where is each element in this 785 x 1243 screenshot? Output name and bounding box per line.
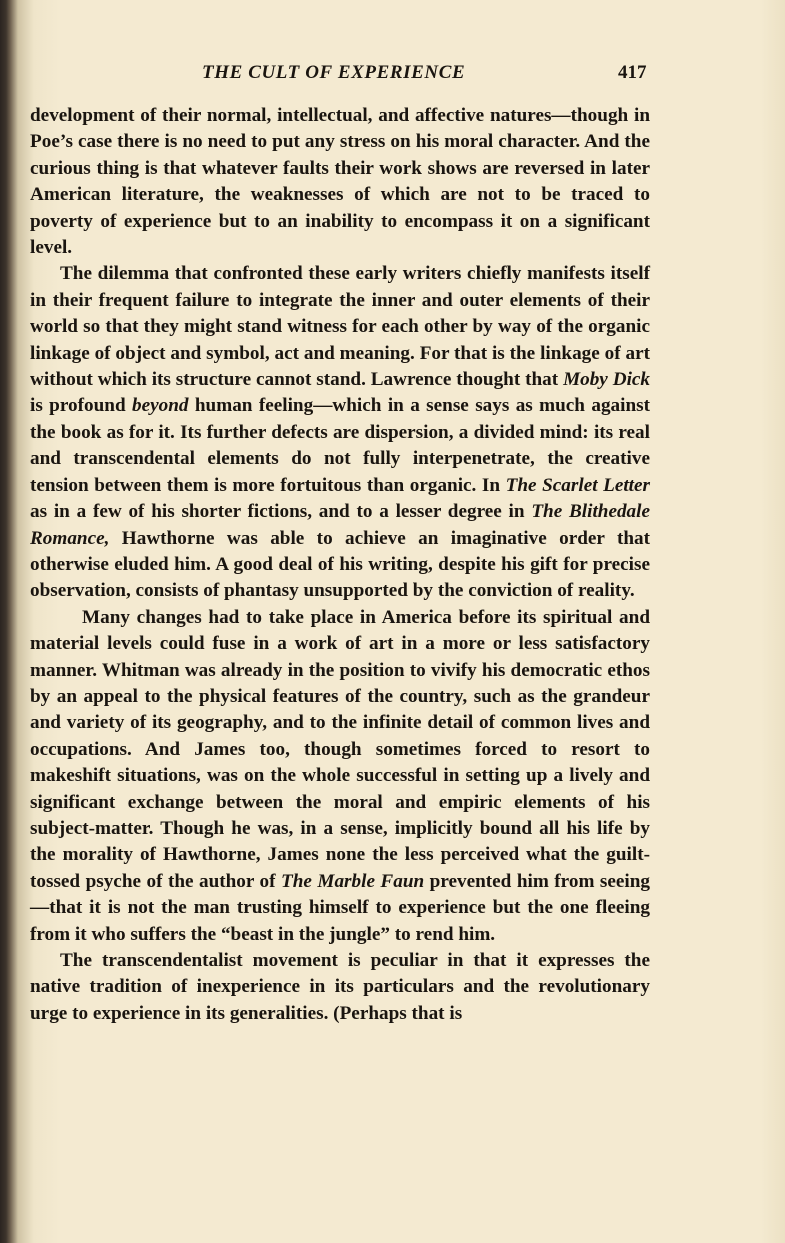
paragraph-3	[30, 605, 650, 948]
emphasis-beyond: beyond	[132, 395, 189, 417]
book-title-blithedale-romance: The Blithedale Romance,	[30, 501, 650, 549]
paragraph-1	[30, 103, 650, 261]
body-text	[30, 103, 650, 1027]
text-segment: prevented him from seeing—that it is not the man trusting himself to experience but the one fleeing from it who suffers the “beast in the jungle” to rend him.	[30, 870, 650, 945]
text-segment: is profound	[30, 395, 132, 417]
text-segment: Many changes had to take place in America before its spiritual and material levels could fuse in a work of art in a more or less satisfactory manner. Whitman was already in the position to vivify his democratic ethos by an appeal to the physical features of the country, such as the grandeur and variety of its geography, and to the infinite detail of common lives and occupations. And James too, though sometimes forced to resort to makeshift situations, was on the whole successful in setting up a lively and significant exchange between the moral and empiric elements of his subject-matter. Though he was, in a sense, implicitly bound all his life by the morality of Hawthorne, James none the less perceived what the guilt-tossed psyche of the author of	[30, 606, 650, 892]
book-title-scarlet-letter: The Scarlet Letter	[505, 474, 650, 496]
book-title-moby-dick: Moby Dick	[563, 369, 651, 391]
text-segment: development of their normal, intellectual, and affective natures—though in Poe’s case there is no need to put any stress on his moral character. And the curious thing is that whatever faults their work shows are reversed in later American literature, the weaknesses of which are not to be traced to poverty of experience but to an inability to encompass it on a significant level.	[30, 105, 650, 259]
page-number: 417	[618, 62, 647, 83]
paragraph-2	[30, 261, 650, 604]
book-title-marble-faun: The Marble Faun	[281, 870, 425, 892]
page-header	[0, 60, 785, 90]
text-segment: Hawthorne was able to achieve an imaginative order that otherwise eluded him. A good deal of his writing, despite his gift for precise observation, consists of phantasy unsupported by the conviction of reality.	[30, 527, 650, 602]
running-head: THE CULT OF EXPERIENCE	[202, 62, 466, 83]
paragraph-4	[30, 948, 650, 1027]
text-segment: The dilemma that confronted these early writers chiefly manifests itself in their frequent failure to integrate the inner and outer elements of their world so that they might stand witness for each other by way of the organic linkage of object and symbol, act and meaning. For that is the linkage of art without which its structure cannot stand. Lawrence thought that	[30, 263, 650, 391]
text-segment: The transcendentalist movement is peculiar in that it expresses the native tradition of inexperience in its particulars and the revolutionary urge to experience in its generalities. (Perhaps that is	[30, 950, 650, 1024]
text-segment: as in a few of his shorter fictions, and to a lesser degree in	[30, 501, 532, 523]
text-segment: human feeling—which in a sense says as much against the book as for it. Its further defects are dispersion, a divided mind: its real and transcendental elements do not fully interpenetrate, the creative tension between them is more fortuitous than organic. In	[30, 395, 650, 496]
